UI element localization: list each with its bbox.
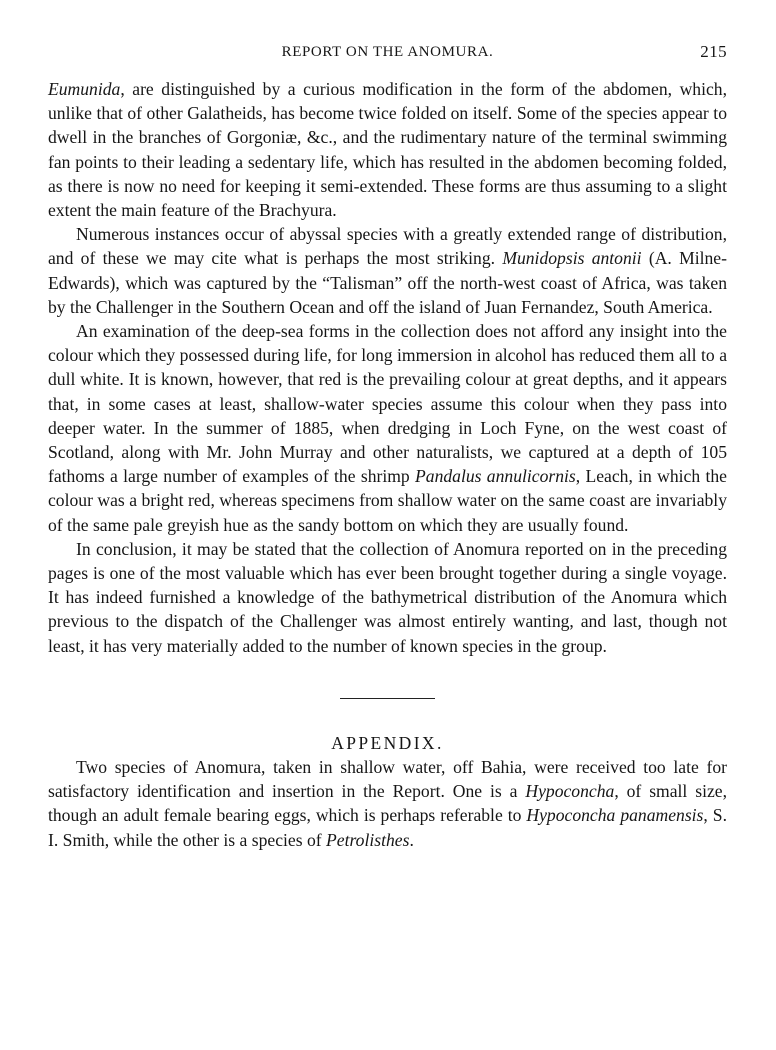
appendix-heading: APPENDIX. [331, 732, 444, 753]
section-divider [340, 698, 435, 699]
appendix-text-2: , of small size, though an adult female bearing eggs, which is perhaps referable to [48, 781, 727, 826]
body-text [48, 77, 727, 852]
running-title: REPORT ON THE ANOMURA. [281, 44, 494, 60]
genus-name: Eumunida [48, 79, 121, 99]
species-name: Pandalus annulicornis [415, 466, 576, 487]
genus-name: Petrolisthes [326, 829, 410, 850]
paragraph-3-text-after: , Leach, in which the colour was a bright red, whereas specimens from shallow water on the same coast are invariably of the same pale greyish hue as the sandy bottom on which they are usually found. [48, 466, 727, 535]
paragraph-1-text: , are distinguished by a curious modification in the form of the abdomen, which, unlike that of other Galatheids, has become twice folded on itself. Some of the species appear to dwell in the branches of Gorgoniæ, &c., and the rudimentary nature of the terminal swimming fan points to their leading a sedentary life, which has resulted in the abdomen becoming folded, as there is now no need for keeping it semi-extended. These forms are thus assuming to a slight extent the main feature of the Brachyura. [48, 79, 727, 221]
appendix-text-1: Two species of Anomura, taken in shallow water, off Bahia, were received too late for satisfactory identification and insertion in the Report. One is a [48, 757, 727, 802]
paragraph-4-text: In conclusion, it may be stated that the collection of Anomura reported on in the preceding pages is one of the most valuable which has ever been brought together during a single voyage. It has indeed furnished a knowledge of the bathymetrical distribution of the Anomura which previous to the dispatch of the Challenger was almost entirely wanting, and last, though not least, it has very materially added to the number of known species in the group. [48, 538, 727, 656]
paragraph-3-text-before: An examination of the deep-sea forms in the collection does not afford any insight into the colour which they possessed during life, for long immersion in alcohol has reduced them all to a dull white. It is known, however, that red is the prevailing colour at great depths, and it appears that, in some cases at least, shallow-water species assume this colour when they pass into deeper water. In the summer of 1885, when dredging in Loch Fyne, on the west coast of Scotland, along with Mr. John Murray and other naturalists, we captured at a depth of 105 fathoms a large number of examples of the shrimp [48, 321, 727, 487]
page [48, 38, 727, 852]
appendix-paragraph [48, 755, 727, 852]
paragraph-2-text-after: (A. Milne-Edwards), which was captured by the “Talisman” off the north-west coast of Africa, was taken by the Challenger in the Southern Ocean and off the island of Juan Fernandez, South America. [48, 248, 727, 317]
species-name: Hypoconcha panamensis [526, 805, 704, 826]
paragraph-3 [48, 319, 727, 537]
genus-name: Hypoconcha [525, 781, 615, 802]
appendix-text-3: , S. I. Smith, while the other is a species of [48, 805, 727, 850]
paragraph-2-text-before: Numerous instances occur of abyssal species with a greatly extended range of distribution, and of these we may cite what is perhaps the most striking. [48, 224, 727, 269]
paragraph-2 [48, 222, 727, 319]
paragraph-1 [48, 77, 727, 222]
running-head [48, 38, 727, 66]
species-name: Munidopsis antonii [502, 248, 642, 269]
page-number: 215 [700, 42, 727, 61]
appendix-text-4: . [409, 829, 414, 850]
paragraph-4 [48, 537, 727, 658]
